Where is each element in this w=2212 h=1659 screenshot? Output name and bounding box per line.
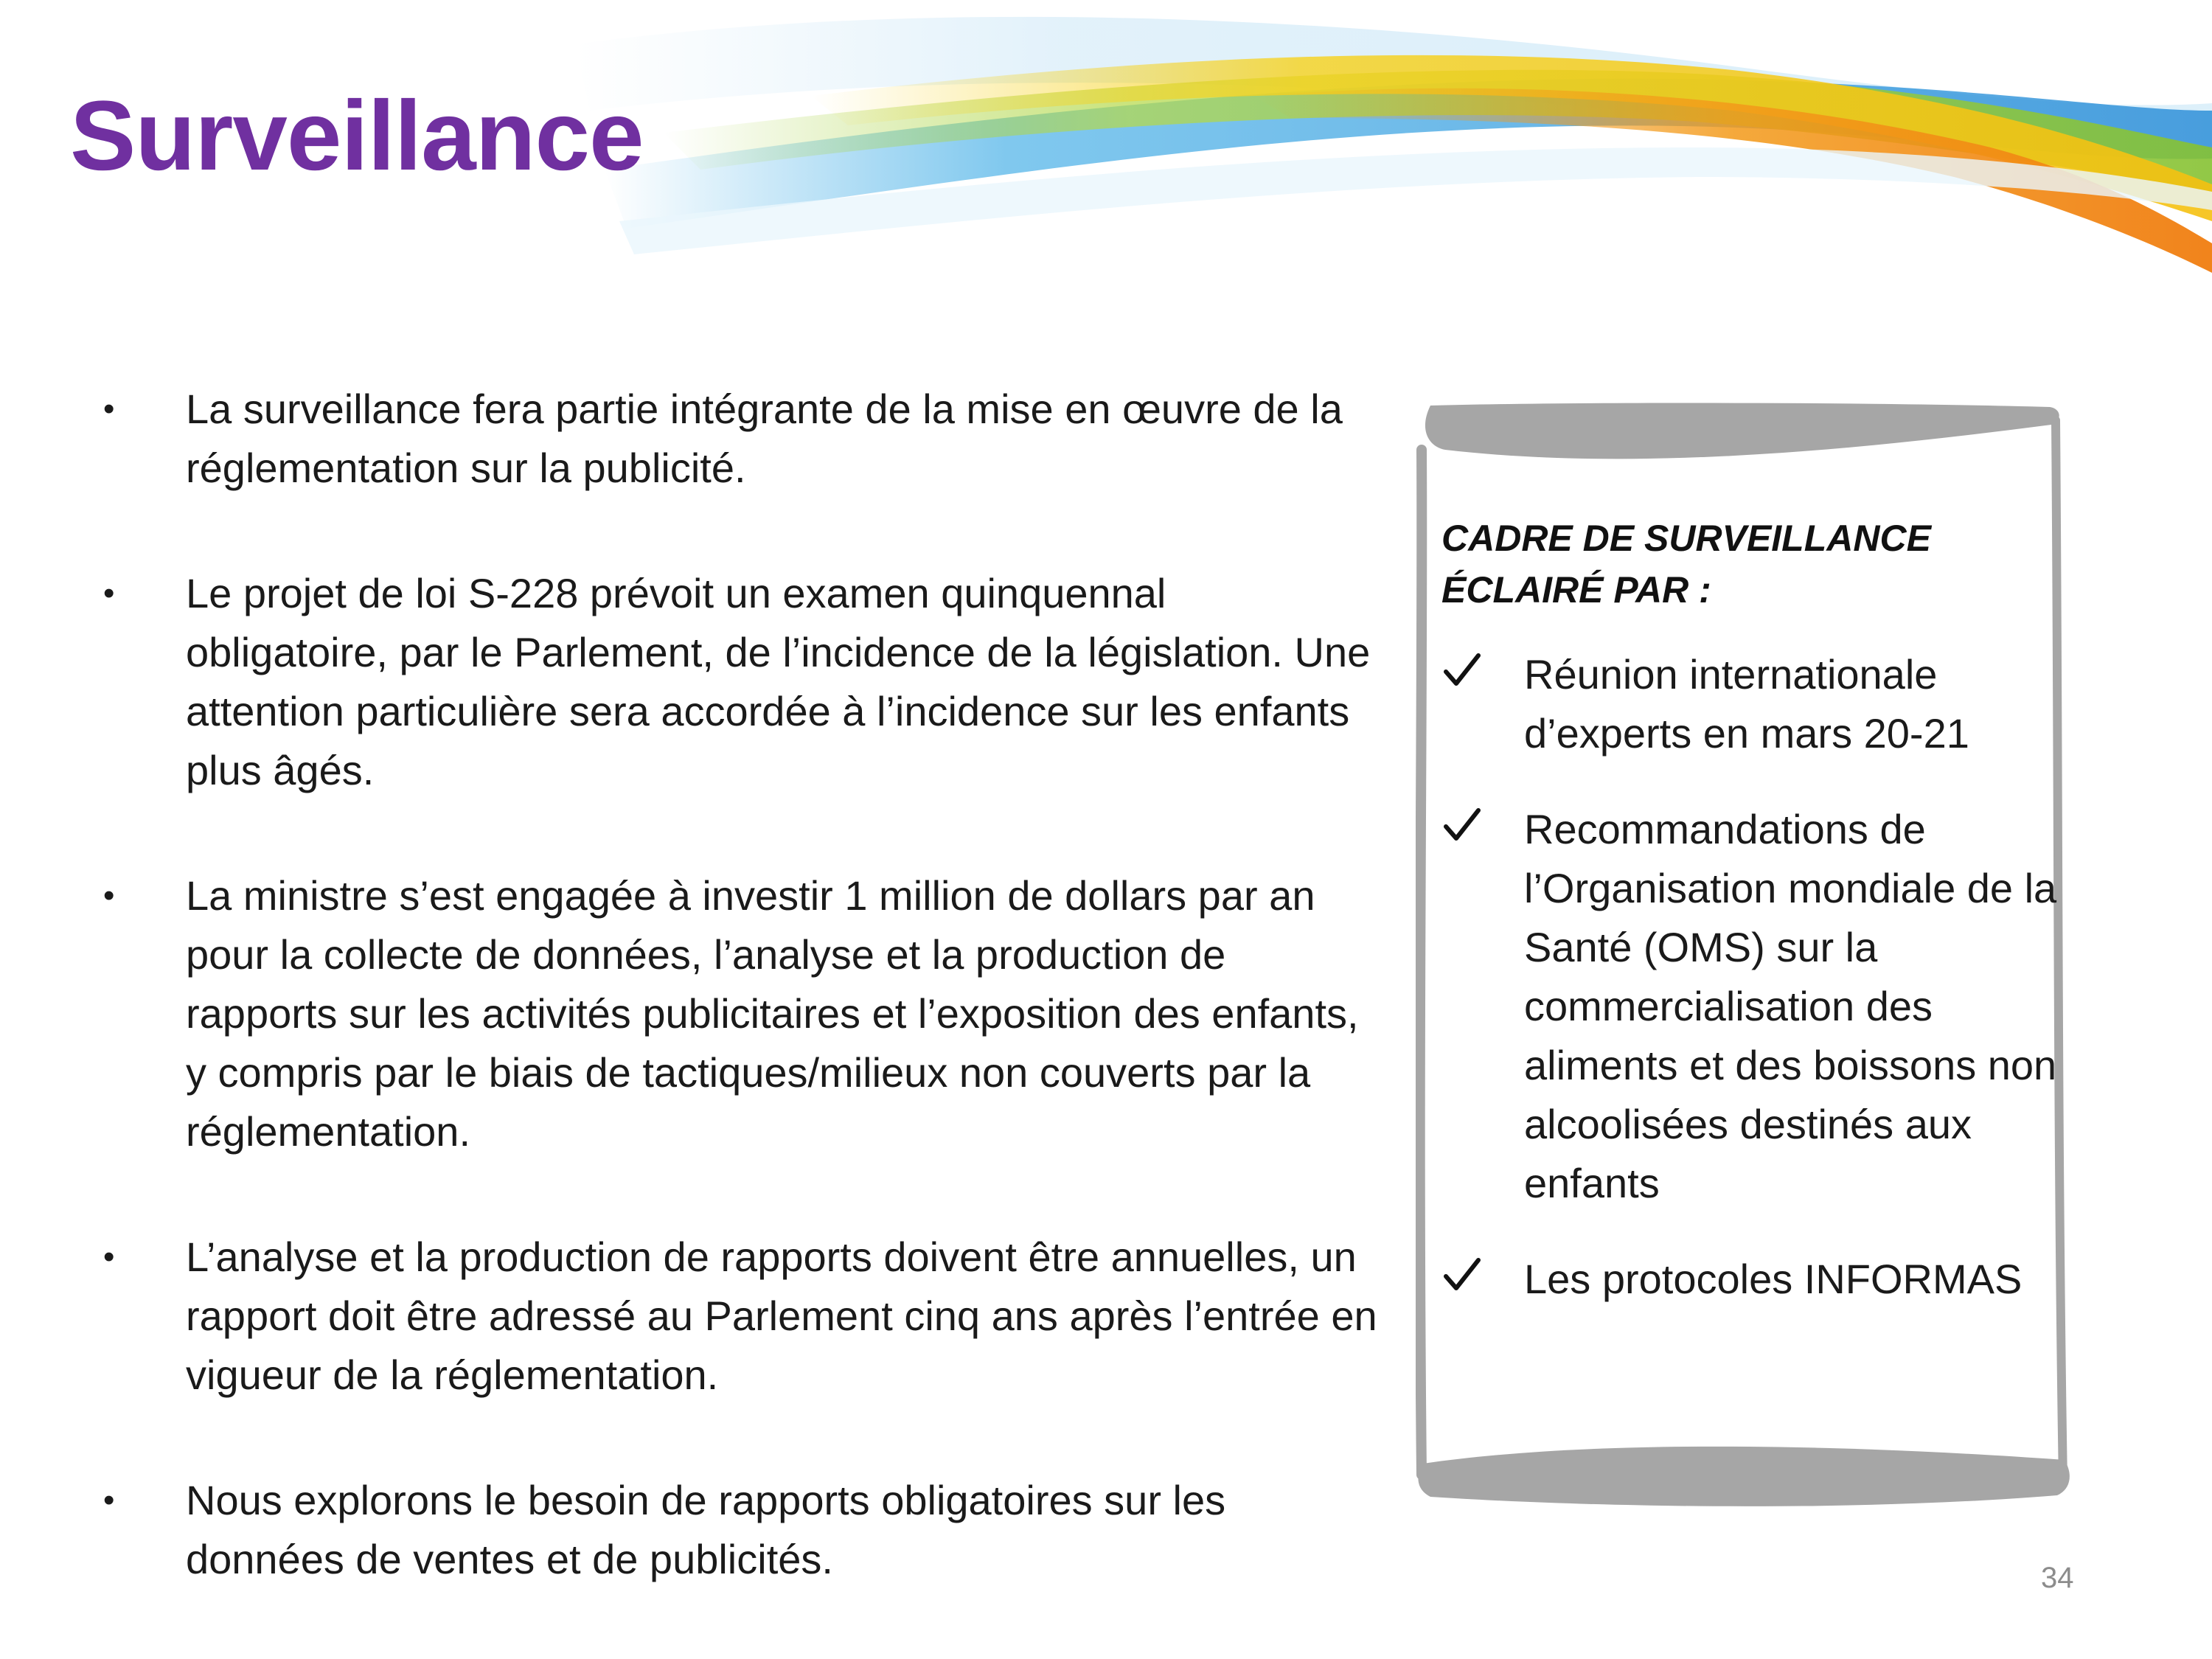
bullet-icon: • [103, 391, 115, 427]
checklist-item [1441, 1250, 2057, 1309]
checkmark-icon [1441, 1254, 1483, 1295]
slide-title: Surveillance [70, 81, 644, 191]
bullet-text: L’analyse et la production de rapports doivent être annuelles, un rapport doit être adressé au Parlement cinq ans après l’entrée en vigueur de la réglementation. [186, 1234, 1377, 1398]
bullet-item [96, 1471, 1379, 1589]
checklist-item-text: Recommandations de l’Organisation mondiale de la Santé (OMS) sur la commercialisation des aliments et des boissons non alcoolisées destinés aux enfants [1524, 806, 2057, 1206]
checklist [1441, 645, 2057, 1309]
bullet-text: Nous explorons le besoin de rapports obligatoires sur les données de ventes et de publicités. [186, 1477, 1226, 1582]
panel-heading: CADRE DE SURVEILLANCE ÉCLAIRÉ PAR : [1441, 518, 1931, 611]
bullet-icon: • [103, 1482, 115, 1518]
bullet-item [96, 564, 1379, 800]
checklist-item-text: Réunion internationale d’experts en mars 20-21 [1524, 651, 1969, 757]
bullet-icon: • [103, 575, 115, 611]
bullet-item [96, 380, 1379, 498]
bullet-text: Le projet de loi S-228 prévoit un examen quinquennal obligatoire, par le Parlement, de l’incidence de la législation. Une attention particulière sera accordée à l’incidence sur les enfants plus âgés. [186, 570, 1371, 793]
bullet-text: La surveillance fera partie intégrante de la mise en œuvre de la réglementation sur la publicité. [186, 386, 1343, 491]
checklist-item [1441, 645, 2057, 763]
page-number: 34 [2041, 1562, 2074, 1594]
scroll-panel-content [1441, 512, 2057, 1309]
bullet-icon: • [103, 1239, 115, 1275]
bullet-list [96, 380, 1379, 1589]
checkmark-icon [1441, 804, 1483, 846]
bullet-item [96, 1228, 1379, 1405]
checklist-item [1441, 800, 2057, 1213]
bullet-text: La ministre s’est engagée à investir 1 million de dollars par an pour la collecte de données, l’analyse et la production de rapports sur les activités publicitaires et l’exposition des enfants, y compris par le biais de tactiques/milieux non couverts par la réglementation. [186, 872, 1359, 1155]
checkmark-icon [1441, 650, 1483, 691]
bullet-item [96, 866, 1379, 1161]
checklist-item-text: Les protocoles INFORMAS [1524, 1256, 2023, 1302]
bullet-icon: • [103, 877, 115, 914]
